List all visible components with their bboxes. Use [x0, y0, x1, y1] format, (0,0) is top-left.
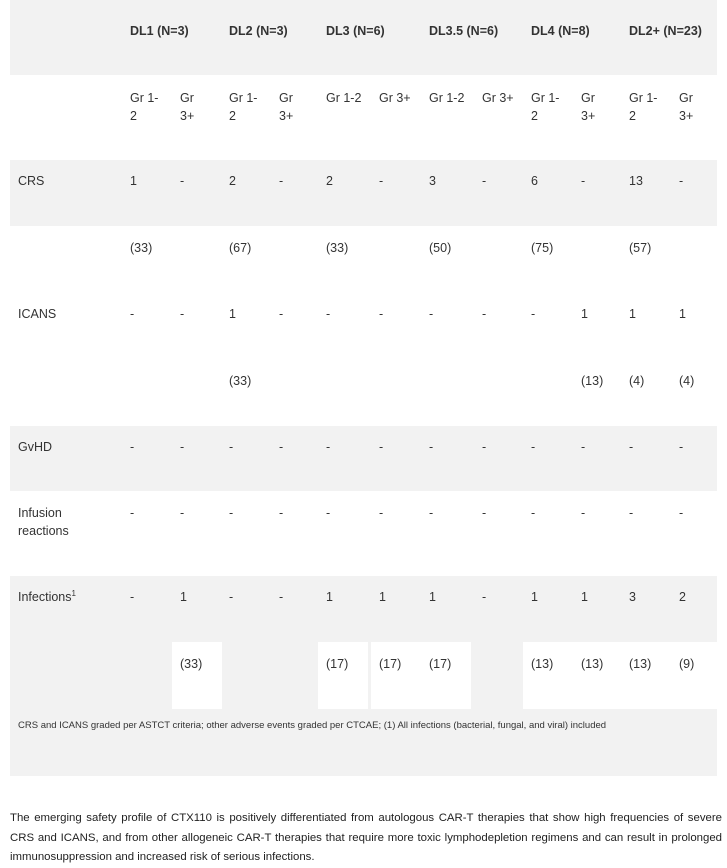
count-cell: 1 — [581, 590, 588, 604]
count-cell: - — [279, 506, 284, 520]
row-label: ICANS — [18, 307, 57, 321]
count-cell: - — [379, 174, 384, 188]
count-cell: 1 — [629, 307, 636, 321]
count-cell: - — [229, 440, 234, 454]
percent-cell: (67) — [229, 241, 252, 255]
count-cell: - — [482, 307, 487, 321]
count-cell: - — [581, 506, 586, 520]
count-cell: - — [679, 174, 684, 188]
row-band — [10, 160, 717, 226]
grade-header: Gr 3+ — [482, 91, 514, 105]
count-cell: - — [581, 440, 586, 454]
count-cell: - — [180, 174, 185, 188]
percent-cell-bg — [573, 642, 623, 709]
percent-cell: (17) — [429, 657, 452, 671]
count-cell: 1 — [429, 590, 436, 604]
row-label: CRS — [18, 174, 45, 188]
count-cell: - — [531, 440, 536, 454]
count-cell: - — [326, 440, 331, 454]
count-cell: - — [679, 506, 684, 520]
grade-header: Gr 1- 2 — [229, 91, 258, 123]
dose-level-header: DL1 (N=3) — [130, 24, 189, 38]
count-cell: - — [581, 174, 586, 188]
count-cell: - — [482, 590, 487, 604]
dose-level-header: DL3 (N=6) — [326, 24, 385, 38]
count-cell: 1 — [679, 307, 686, 321]
summary-paragraph: The emerging safety profile of CTX110 is positively differentiated from autologous CAR-T therapies that show high frequencies of severe CRS and ICANS, and from other allogeneic CAR-T therapies that require more toxic lymphodepletion regimens and can result in prolonged immunosuppression and increased risk of serious infections. — [10, 812, 722, 864]
count-cell: 2 — [326, 174, 333, 188]
dose-level-header: DL4 (N=8) — [531, 24, 590, 38]
percent-cell-bg — [318, 226, 368, 293]
percent-cell-bg — [671, 359, 721, 426]
percent-cell-bg — [172, 642, 222, 709]
count-cell: 13 — [629, 174, 643, 188]
count-cell: - — [679, 440, 684, 454]
count-cell: - — [229, 506, 234, 520]
percent-cell-bg — [421, 226, 471, 293]
count-cell: - — [279, 590, 284, 604]
percent-cell: (13) — [581, 374, 604, 388]
grade-header: Gr 3+ — [379, 91, 411, 105]
dose-level-header: DL2 (N=3) — [229, 24, 288, 38]
percent-cell: (50) — [429, 241, 452, 255]
dose-level-header: DL3.5 (N=6) — [429, 24, 499, 38]
count-cell: - — [379, 440, 384, 454]
count-cell: 1 — [379, 590, 386, 604]
count-cell: - — [379, 506, 384, 520]
percent-cell: (9) — [679, 657, 695, 671]
row-band — [10, 426, 717, 491]
count-cell: - — [531, 307, 536, 321]
percent-cell: (33) — [130, 241, 153, 255]
count-cell: 6 — [531, 174, 538, 188]
count-cell: 1 — [581, 307, 588, 321]
grade-header: Gr 3+ — [180, 91, 195, 123]
percent-cell-bg — [421, 642, 471, 709]
count-cell: - — [130, 440, 135, 454]
grade-header: Gr 1- 2 — [531, 91, 560, 123]
percent-cell: (13) — [531, 657, 554, 671]
count-cell: 1 — [180, 590, 187, 604]
count-cell: 2 — [229, 174, 236, 188]
row-label: Infusion reactions — [18, 506, 69, 538]
percent-cell: (17) — [379, 657, 402, 671]
grade-header: Gr 1- 2 — [130, 91, 159, 123]
count-cell: - — [279, 174, 284, 188]
percent-cell: (33) — [326, 241, 349, 255]
count-cell: - — [180, 440, 185, 454]
table-footnote: CRS and ICANS graded per ASTCT criteria; other adverse events graded per CTCAE; (1) All infections (bacterial, fungal, and viral) included — [18, 720, 607, 731]
count-cell: - — [229, 590, 234, 604]
grade-header: Gr 1-2 — [326, 91, 362, 105]
count-cell: - — [629, 506, 634, 520]
count-cell: - — [429, 307, 434, 321]
percent-cell-bg — [573, 359, 623, 426]
percent-cell: (13) — [629, 657, 652, 671]
count-cell: 1 — [531, 590, 538, 604]
percent-cell: (33) — [229, 374, 252, 388]
count-cell: - — [482, 506, 487, 520]
count-cell: 3 — [629, 590, 636, 604]
percent-cell: (17) — [326, 657, 349, 671]
percent-cell: (4) — [629, 374, 645, 388]
percent-cell-bg — [621, 359, 671, 426]
count-cell: 2 — [679, 590, 686, 604]
percent-cell: (33) — [180, 657, 203, 671]
count-cell: - — [130, 590, 135, 604]
grade-header: Gr 3+ — [279, 91, 294, 123]
count-cell: - — [279, 307, 284, 321]
grade-header: Gr 1- 2 — [629, 91, 658, 123]
percent-cell-bg — [371, 642, 421, 709]
count-cell: - — [379, 307, 384, 321]
row-label: Infections$^1$ — [18, 588, 76, 604]
percent-cell-bg — [318, 642, 368, 709]
percent-cell-bg — [621, 226, 671, 293]
count-cell: 3 — [429, 174, 436, 188]
count-cell: - — [326, 307, 331, 321]
percent-cell-bg — [621, 642, 671, 709]
count-cell: 1 — [229, 307, 236, 321]
adverse-events-table — [10, 0, 717, 776]
row-label: GvHD — [18, 440, 53, 454]
count-cell: - — [482, 440, 487, 454]
percent-cell-bg — [221, 226, 271, 293]
grade-header: Gr 1-2 — [429, 91, 465, 105]
count-cell: - — [531, 506, 536, 520]
percent-cell: (13) — [581, 657, 604, 671]
count-cell: - — [180, 506, 185, 520]
percent-cell: (4) — [679, 374, 695, 388]
grade-header: Gr 3+ — [581, 91, 596, 123]
count-cell: - — [429, 506, 434, 520]
percent-cell-bg — [221, 359, 271, 426]
percent-cell-bg — [122, 226, 172, 293]
count-cell: 1 — [326, 590, 333, 604]
count-cell: - — [326, 506, 331, 520]
count-cell: - — [130, 506, 135, 520]
percent-cell-bg — [671, 642, 721, 709]
count-cell: - — [629, 440, 634, 454]
count-cell: - — [482, 174, 487, 188]
grade-header: Gr 3+ — [679, 91, 694, 123]
count-cell: - — [180, 307, 185, 321]
percent-cell-bg — [523, 226, 573, 293]
percent-cell: (75) — [531, 241, 554, 255]
count-cell: - — [279, 440, 284, 454]
count-cell: 1 — [130, 174, 137, 188]
percent-cell-bg — [523, 642, 573, 709]
count-cell: - — [130, 307, 135, 321]
percent-cell: (57) — [629, 241, 652, 255]
count-cell: - — [429, 440, 434, 454]
dose-level-header: DL2+ (N=23) — [629, 24, 702, 38]
